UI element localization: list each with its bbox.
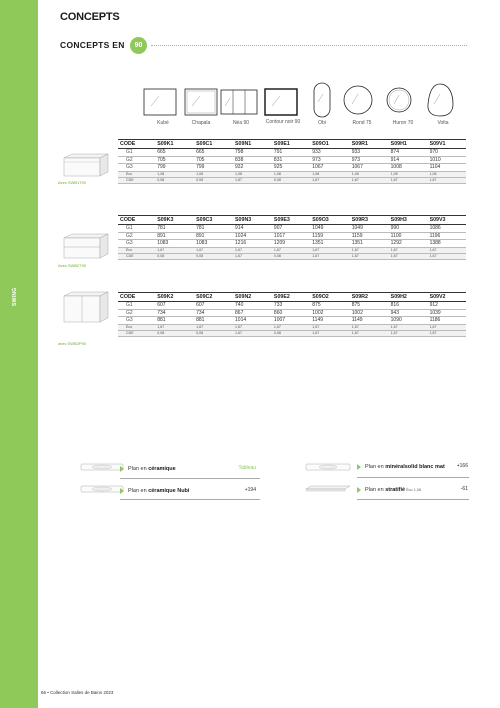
row-label: CDE — [118, 177, 155, 183]
cabinet-2-caption: Avec SWB2T90 — [58, 263, 87, 268]
product-code-header: S09V2 — [428, 293, 466, 302]
price-cell: 798 — [233, 149, 272, 157]
price-cell: 1,08 — [310, 171, 349, 177]
mirror-label-huron-70: Huron 70 — [392, 120, 414, 126]
price-cell: 705 — [155, 156, 194, 164]
price-cell: 705 — [194, 156, 233, 164]
table-row — [118, 317, 466, 325]
price-cell: 0,08 — [194, 177, 233, 183]
ceramique-basin-image — [80, 462, 124, 472]
arrow-icon — [357, 487, 361, 493]
price-cell: 1017 — [272, 232, 310, 240]
option-nubi-price: +194 — [244, 487, 256, 493]
mirror-label-kube: Kubé — [157, 120, 169, 126]
cabinet-2-drawer-image — [60, 232, 112, 262]
price-cell: 933 — [310, 149, 349, 157]
product-code-header: S09K3 — [155, 216, 194, 225]
price-cell: 1,67 — [194, 324, 233, 330]
price-cell: 838 — [233, 156, 272, 164]
price-cell: 1,08 — [272, 171, 310, 177]
price-cell: 1104 — [428, 164, 466, 172]
arrow-icon — [357, 464, 361, 470]
price-cell: 970 — [428, 149, 466, 157]
price-cell: 1388 — [428, 240, 466, 248]
mirror-labels — [143, 120, 473, 140]
price-cell: 799 — [194, 164, 233, 172]
row-label: CDE — [118, 330, 155, 336]
price-cell: 1,67 — [272, 324, 310, 330]
price-cell: 1,67 — [428, 324, 466, 330]
price-cell: 1086 — [428, 225, 466, 233]
row-label: CDE — [118, 253, 155, 259]
table-row — [118, 302, 466, 310]
spec-table-2 — [118, 215, 466, 260]
spec-table-1 — [118, 139, 466, 184]
product-code-header: S09R1 — [350, 140, 389, 149]
table-header-row — [118, 140, 466, 149]
price-cell: 1083 — [194, 240, 233, 248]
mineral-basin-image — [305, 461, 351, 473]
price-cell: 1090 — [389, 317, 428, 325]
price-cell: 1,67 — [389, 324, 428, 330]
price-cell: 1,67 — [233, 324, 272, 330]
product-code-header: S09C1 — [194, 140, 233, 149]
price-cell: 881 — [155, 317, 194, 325]
table-row — [118, 330, 466, 336]
page-footer: 66 • Collection Salles de Bains 2023 — [41, 690, 114, 695]
price-cell: 914 — [233, 225, 272, 233]
option-divider — [357, 477, 469, 478]
product-code-header: S09E3 — [272, 216, 310, 225]
price-cell: 1083 — [155, 240, 194, 248]
price-cell: 1002 — [310, 309, 349, 317]
price-cell: 875 — [310, 302, 349, 310]
price-cell: 891 — [155, 232, 194, 240]
product-code-header: S09N1 — [233, 140, 272, 149]
option-nubi-prefix: Plan en — [128, 488, 149, 494]
cabinet-1-drawer-image — [60, 152, 112, 182]
option-stratifie-price: -61 — [460, 486, 468, 492]
price-cell: 816 — [389, 302, 428, 310]
price-cell: 1,08 — [155, 171, 194, 177]
price-cell: 607 — [155, 302, 194, 310]
stratifie-top-image — [305, 485, 351, 493]
arrow-icon — [120, 488, 124, 494]
price-cell: 831 — [272, 156, 310, 164]
price-cell: 1149 — [350, 317, 389, 325]
table-row — [118, 309, 466, 317]
price-cell: 1351 — [350, 240, 389, 248]
mirror-label-rond-75: Rond 75 — [352, 120, 372, 126]
price-cell: 1,67 — [350, 247, 389, 253]
price-cell: 1,67 — [310, 253, 349, 259]
price-cell: 1,08 — [428, 171, 466, 177]
product-code-header: S09R2 — [350, 293, 389, 302]
option-stratifie-eco: Éco 1,08 — [405, 488, 422, 492]
price-cell: 1024 — [233, 232, 272, 240]
price-cell: 1159 — [310, 232, 349, 240]
price-cell: 607 — [194, 302, 233, 310]
rond-75-mirror-icon — [343, 85, 373, 115]
row-label: G2 — [118, 156, 155, 164]
product-code-header: S09H2 — [389, 293, 428, 302]
price-cell: 1010 — [428, 156, 466, 164]
price-cell: 1,67 — [194, 247, 233, 253]
row-label: G1 — [118, 225, 155, 233]
price-cell: 1186 — [428, 317, 466, 325]
code-header: CODE — [118, 216, 155, 225]
price-cell: 973 — [310, 156, 349, 164]
price-cell: 1067 — [310, 164, 349, 172]
price-cell: 1216 — [233, 240, 272, 248]
section-title: CONCEPTS EN — [60, 40, 125, 50]
price-cell: 1049 — [350, 225, 389, 233]
dotted-divider — [151, 45, 467, 46]
mirror-label-obi: Obi — [318, 120, 326, 126]
price-cell: 734 — [155, 309, 194, 317]
price-cell: 891 — [194, 232, 233, 240]
price-cell: 1159 — [350, 232, 389, 240]
price-cell: 1,67 — [389, 330, 428, 336]
price-cell: 1100 — [389, 232, 428, 240]
price-cell: 1008 — [389, 164, 428, 172]
table-row — [118, 149, 466, 157]
price-cell: 1,67 — [310, 177, 349, 183]
row-label: G1 — [118, 149, 155, 157]
price-cell: 1196 — [428, 232, 466, 240]
price-cell: 0,08 — [272, 253, 310, 259]
price-cell: 1,67 — [350, 324, 389, 330]
option-mineral-price: +166 — [456, 463, 468, 469]
obi-mirror-icon — [313, 82, 331, 118]
option-divider — [120, 478, 260, 479]
table-row — [118, 164, 466, 172]
price-cell: 881 — [194, 317, 233, 325]
row-label: Éco — [118, 171, 155, 177]
spec-table-3 — [118, 292, 466, 337]
contour-noir-mirror-icon — [264, 88, 298, 118]
price-cell: 912 — [428, 302, 466, 310]
price-cell: 1,67 — [310, 330, 349, 336]
price-cell: 1,08 — [194, 171, 233, 177]
row-label: Éco — [118, 324, 155, 330]
volta-mirror-icon — [425, 82, 455, 118]
page-title: CONCEPTS — [60, 11, 120, 23]
mirror-label-volta: Volta — [437, 120, 449, 126]
cabinet-1-caption: Avec SWB1790 — [58, 180, 86, 185]
product-code-header: S09O3 — [310, 216, 349, 225]
price-cell: 1049 — [310, 225, 349, 233]
table-row — [118, 232, 466, 240]
price-cell: 932 — [233, 164, 272, 172]
price-cell: 1,67 — [233, 330, 272, 336]
table-row — [118, 177, 466, 183]
price-cell: 1,67 — [389, 177, 428, 183]
price-cell: 1,67 — [310, 324, 349, 330]
row-label: G1 — [118, 302, 155, 310]
mirror-label-chapala: Chapala — [191, 120, 211, 126]
price-cell: 1,67 — [233, 247, 272, 253]
product-code-header: S09N3 — [233, 216, 272, 225]
price-cell: 973 — [350, 156, 389, 164]
price-cell: 1,67 — [428, 330, 466, 336]
option-ceramique[interactable] — [120, 463, 176, 475]
price-cell: 1,08 — [233, 171, 272, 177]
row-label: G2 — [118, 309, 155, 317]
price-cell: 1039 — [428, 309, 466, 317]
option-stratifie-prefix: Plan en — [365, 487, 386, 493]
option-mineral-prefix: Plan en — [365, 464, 386, 470]
price-cell: 740 — [233, 302, 272, 310]
sidebar-band — [0, 0, 38, 708]
table-header-row — [118, 293, 466, 302]
option-divider — [120, 499, 260, 500]
sidebar-label: SWING — [12, 287, 18, 307]
price-cell: 1,67 — [233, 177, 272, 183]
price-cell: 860 — [272, 309, 310, 317]
table-row — [118, 156, 466, 164]
price-cell: 1,67 — [233, 253, 272, 259]
product-code-header: S09K1 — [155, 140, 194, 149]
row-label: G3 — [118, 317, 155, 325]
price-cell: 1,67 — [350, 330, 389, 336]
price-cell: 1,67 — [350, 177, 389, 183]
price-cell: 0,08 — [155, 330, 194, 336]
table-row — [118, 253, 466, 259]
product-code-header: S09V3 — [428, 216, 466, 225]
option-ceramique-nubi[interactable] — [120, 485, 189, 497]
cabinet-2-door-image — [60, 290, 112, 330]
price-cell: 1,67 — [428, 177, 466, 183]
option-ceramique-label: céramique — [148, 466, 176, 472]
huron-70-mirror-icon — [386, 87, 412, 113]
price-cell: 907 — [272, 225, 310, 233]
price-cell: 781 — [155, 225, 194, 233]
price-cell: 791 — [272, 149, 310, 157]
price-cell: 1351 — [310, 240, 349, 248]
price-cell: 1,08 — [389, 171, 428, 177]
price-cell: 1014 — [233, 317, 272, 325]
product-code-header: S09C2 — [194, 293, 233, 302]
chapala-mirror-icon — [184, 88, 218, 116]
option-stratifie-label: stratifié — [385, 487, 406, 493]
row-label: Éco — [118, 247, 155, 253]
table-row — [118, 240, 466, 248]
code-header: CODE — [118, 140, 155, 149]
price-cell: 0,08 — [194, 330, 233, 336]
price-cell: 0,08 — [155, 253, 194, 259]
price-cell: 1,67 — [310, 247, 349, 253]
nea-mirror-icon — [220, 88, 258, 116]
price-cell: 665 — [155, 149, 194, 157]
option-mineral[interactable] — [357, 461, 445, 473]
price-cell: 1,08 — [350, 171, 389, 177]
nubi-basin-image — [80, 484, 124, 494]
option-ceramique-prefix: Plan en — [128, 466, 149, 472]
row-label: G3 — [118, 240, 155, 248]
table-header-row — [118, 216, 466, 225]
price-cell: 1209 — [272, 240, 310, 248]
price-cell: 1,67 — [350, 253, 389, 259]
mirror-label-contour-noir: Contour noir 90 — [265, 119, 301, 125]
price-cell: 1,67 — [389, 253, 428, 259]
product-code-header: S09E2 — [272, 293, 310, 302]
price-cell: 1,67 — [428, 247, 466, 253]
mirror-label-nea: Néa 90 — [232, 120, 250, 126]
option-ceramique-price: Tableau — [238, 465, 256, 471]
price-cell: 1067 — [350, 164, 389, 172]
product-code-header: S09O1 — [310, 140, 349, 149]
product-code-header: S09H3 — [389, 216, 428, 225]
price-cell: 1,67 — [428, 253, 466, 259]
arrow-icon — [120, 466, 124, 472]
product-code-header: S09O2 — [310, 293, 349, 302]
price-cell: 781 — [194, 225, 233, 233]
product-code-header: S09K2 — [155, 293, 194, 302]
price-cell: 925 — [272, 164, 310, 172]
product-code-header: S09V1 — [428, 140, 466, 149]
price-cell: 1149 — [310, 317, 349, 325]
price-cell: 1,67 — [155, 247, 194, 253]
price-cell: 867 — [233, 309, 272, 317]
price-cell: 0,08 — [272, 330, 310, 336]
option-mineral-label: minéralsolid blanc mat — [385, 464, 445, 470]
price-cell: 0,08 — [272, 177, 310, 183]
product-code-header: S09H1 — [389, 140, 428, 149]
price-cell: 1002 — [350, 309, 389, 317]
option-divider — [357, 499, 469, 500]
price-cell: 0,08 — [194, 253, 233, 259]
table-row — [118, 225, 466, 233]
price-cell: 875 — [350, 302, 389, 310]
price-cell: 933 — [350, 149, 389, 157]
price-cell: 1,67 — [272, 247, 310, 253]
price-cell: 665 — [194, 149, 233, 157]
product-code-header: S09R3 — [350, 216, 389, 225]
option-stratifie[interactable] — [357, 484, 421, 496]
price-cell: 733 — [272, 302, 310, 310]
size-badge: 90 — [130, 37, 147, 54]
price-cell: 914 — [389, 156, 428, 164]
price-cell: 874 — [389, 149, 428, 157]
code-header: CODE — [118, 293, 155, 302]
kube-mirror-icon — [143, 88, 177, 116]
price-cell: 799 — [155, 164, 194, 172]
row-label: G2 — [118, 232, 155, 240]
product-code-header: S09N2 — [233, 293, 272, 302]
price-cell: 734 — [194, 309, 233, 317]
price-cell: 943 — [389, 309, 428, 317]
worktop-options — [60, 459, 470, 503]
option-nubi-label: céramique Nubi — [148, 488, 190, 494]
price-cell: 1007 — [272, 317, 310, 325]
price-cell: 1292 — [389, 240, 428, 248]
product-code-header: S09C3 — [194, 216, 233, 225]
row-label: G3 — [118, 164, 155, 172]
cabinet-3-caption: avec SWB2P90 — [58, 341, 87, 346]
product-code-header: S09E1 — [272, 140, 310, 149]
price-cell: 1,67 — [155, 324, 194, 330]
price-cell: 990 — [389, 225, 428, 233]
price-cell: 1,67 — [389, 247, 428, 253]
price-cell: 0,08 — [155, 177, 194, 183]
